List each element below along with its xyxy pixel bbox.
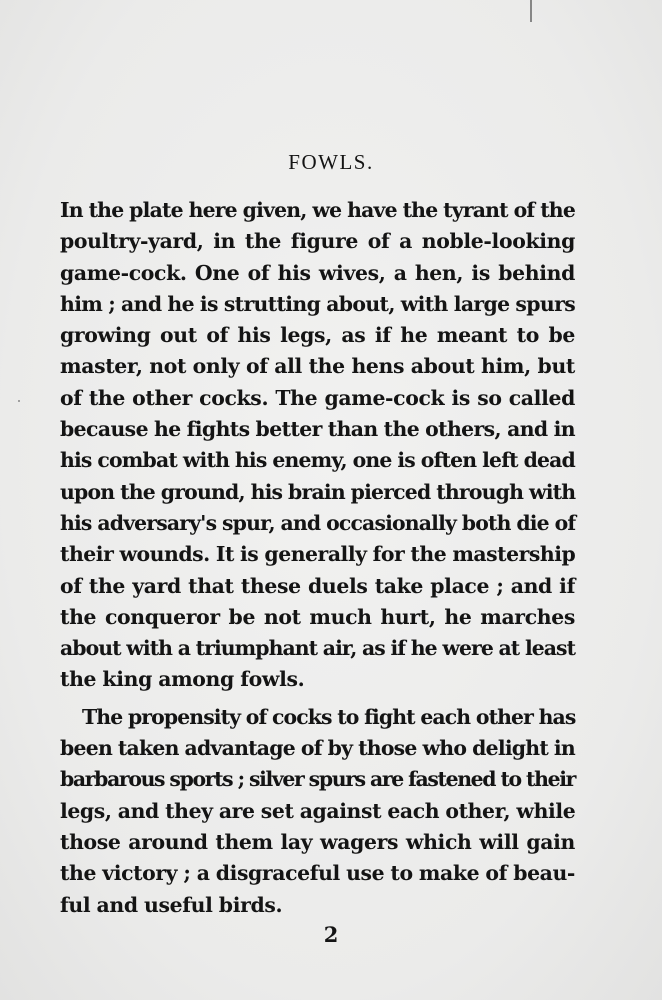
text-line: The propensity of cocks to fight each other has	[82, 704, 576, 729]
text-line: those around them lay wagers which will gain	[60, 829, 575, 854]
text-line: because he fights better than the others, and in	[60, 417, 575, 442]
text-line: growing out of his legs, as if he meant to be	[60, 323, 575, 348]
margin-mark	[530, 0, 532, 22]
text-line: him ; and he is strutting about, with large spurs	[60, 291, 576, 316]
text-line: game-cock. One of his wives, a hen, is behind	[60, 260, 575, 285]
body-text	[60, 195, 575, 921]
text-line: In the plate here given, we have the tyrant of the	[60, 198, 575, 222]
text-line: upon the ground, his brain pierced through with	[60, 479, 576, 504]
page-title: FOWLS.	[288, 150, 374, 174]
text-line: the victory ; a disgraceful use to make of beau-	[60, 861, 575, 886]
text-line: the conqueror be not much hurt, he marches	[60, 604, 575, 629]
page-number: 2	[323, 922, 339, 947]
paragraph-2	[60, 702, 575, 921]
text-line: legs, and they are set against each other, while	[60, 798, 576, 823]
text-line: the king among fowls.	[60, 667, 305, 692]
text-line: of the yard that these duels take place ; and if	[60, 573, 575, 598]
text-line: barbarous sports ; silver spurs are fastened to their	[60, 767, 575, 792]
text-line: about with a triumphant air, as if he were at least	[60, 636, 576, 661]
text-line: his combat with his enemy, one is often left dead	[60, 448, 575, 473]
text-line: his adversary's spur, and occasionally both die of	[60, 510, 576, 535]
text-line: master, not only of all the hens about him, but	[60, 354, 575, 379]
paper-speck	[18, 400, 20, 402]
text-line: of the other cocks. The game-cock is so called	[60, 385, 575, 410]
text-line: been taken advantage of by those who delight in	[60, 736, 575, 761]
text-line: ful and useful birds.	[60, 892, 283, 917]
text-line: poultry-yard, in the figure of a noble-looking	[60, 229, 575, 254]
paragraph-1	[60, 195, 575, 696]
text-line: their wounds. It is generally for the mastership	[60, 542, 576, 567]
